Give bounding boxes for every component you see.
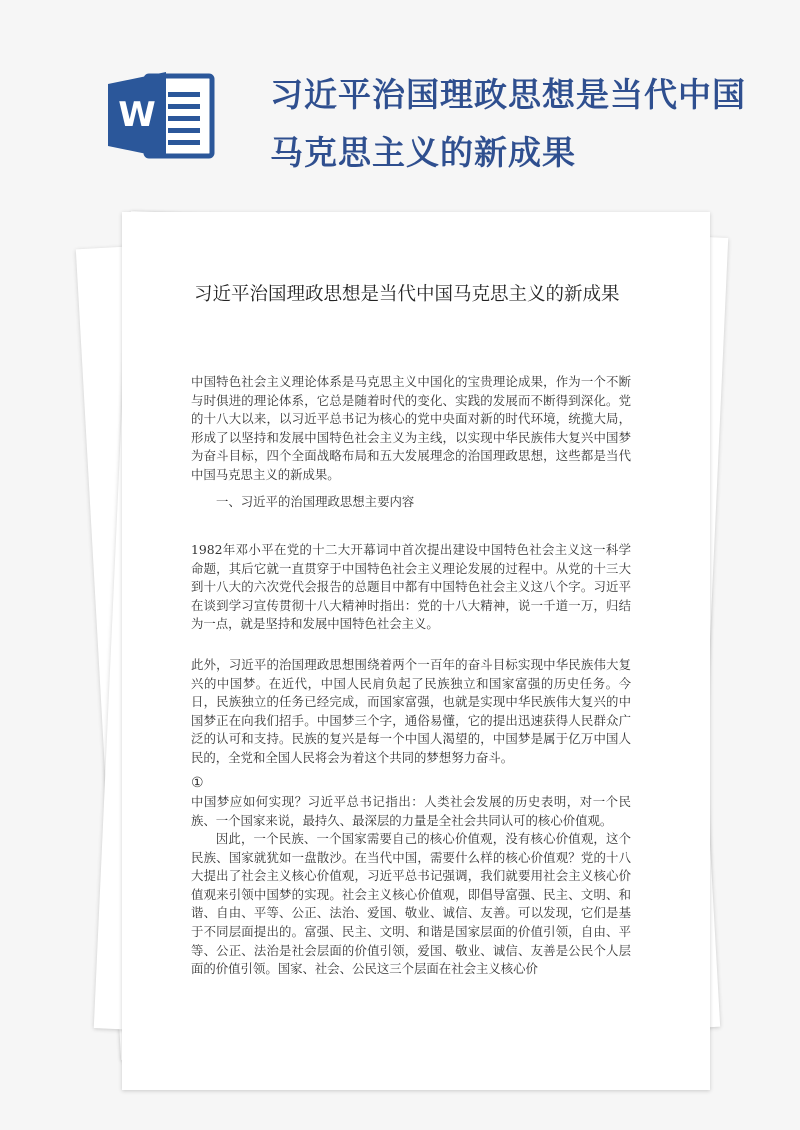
header-title: 习近平治国理政思想是当代中国马克思主义的新成果 — [270, 75, 746, 172]
document-page — [122, 212, 710, 1090]
paragraph: 此外，习近平的治国理政思想围绕着两个一百年的奋斗目标实现中华民族伟大复兴的中国梦。在近代，中国人民肩负起了民族独立和国家富强的历史任务。今日，民族独立的任务已经完成，而国家富强，也就是实现中华民族伟大复兴的中国梦正在向我们招手。中国梦三个字，通俗易懂，它的提出迅速获得人民群众广泛的认可和支持。民族的复兴是每一个中国人渴望的，中国梦是属于亿万中国人民的，全党和全国人民将会为着这个共同的梦想努力奋斗。 — [191, 657, 631, 765]
paragraph: 因此，一个民族、一个国家需要自己的核心价值观，没有核心价值观，这个民族、国家就犹如一盘散沙。在当代中国，需要什么样的核心价值观？党的十八大提出了社会主义核心价值观，习近平总书记强调，我们就要用社会主义核心价值观来引领中国梦的实现。社会主义核心价值观，即倡导富强、民主、文明、和谐、自由、平等、公正、法治、爱国、敬业、诚信、友善。可以发现，它们是基于不同层面提出的。富强、民主、文明、和谐是国家层面的价值引领，自由、平等、公正、法治是社会层面的价值引领，爱国、敬业、诚信、友善是公民个人层面的价值引领。国家、社会、公民这三个层面在社会主义核心价 — [191, 831, 631, 977]
svg-text:W: W — [118, 95, 156, 135]
word-document-icon — [106, 70, 216, 160]
paragraph: 中国梦应如何实现？习近平总书记指出：人类社会发展的历史表明，对一个民族、一个国家来说，最持久、最深层的力量是全社会共同认可的核心价值观。 — [191, 794, 631, 828]
paragraph: 1982年邓小平在党的十二大开幕词中首次提出建设中国特色社会主义这一科学命题，其后它就一直贯穿于中国特色社会主义理论发展的过程中。从党的十三大到十八大的六次党代会报告的总题目中都有中国特色社会主义这八个字。习近平在谈到学习宣传贯彻十八大精神时指出：党的十八大精神，说一千道一万，归结为一点，就是坚持和发展中国特色社会主义。 — [191, 542, 631, 632]
document-title: 习近平治国理政思想是当代中国马克思主义的新成果 — [194, 284, 620, 305]
paragraph-intro: 中国特色社会主义理论体系是马克思主义中国化的宝贵理论成果，作为一个不断与时俱进的理论体系，它总是随着时代的变化、实践的发展而不断得到深化。党的十八大以来，以习近平总书记为核心的党中央面对新的时代环境，统揽大局，形成了以坚持和发展中国特色社会主义为主线，以实现中华民族伟大复兴中国梦为奋斗目标，四个全面战略布局和五大发展理念的治国理政思想，这些都是当代中国马克思主义的新成果。 — [191, 374, 631, 482]
circled-number-marker: ① — [191, 775, 204, 791]
section-heading: 一、习近平的治国理政思想主要内容 — [216, 494, 415, 509]
